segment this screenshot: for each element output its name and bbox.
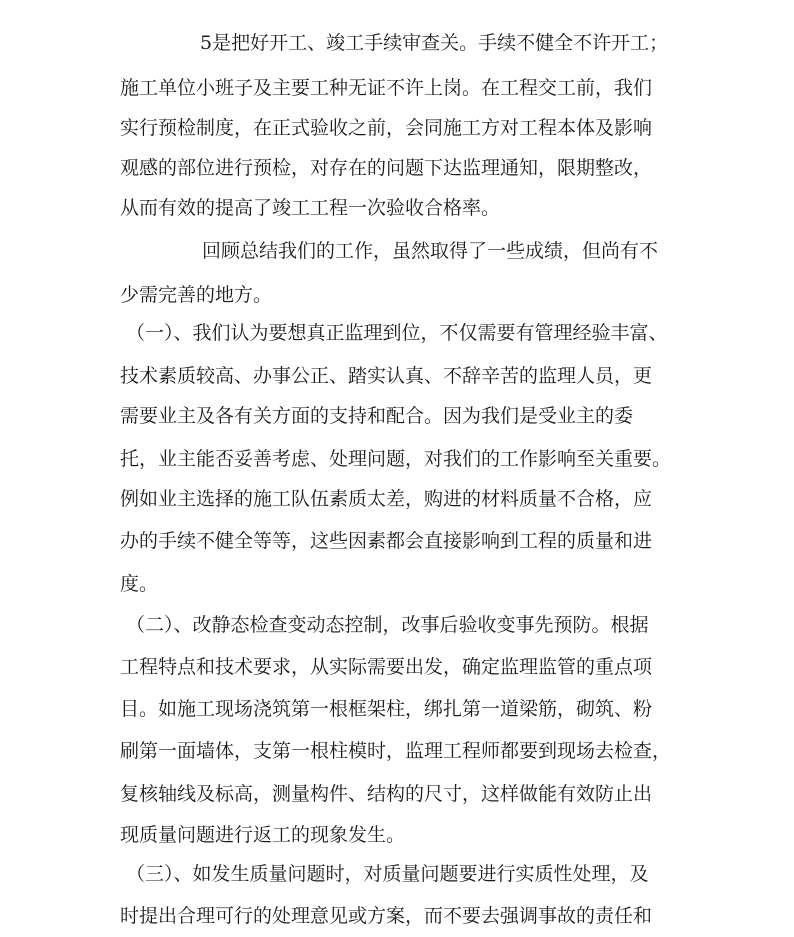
section-heading-line: （二）、改静态检查变动态控制，改事后验收变事先预防。根据 — [126, 614, 649, 636]
paragraph-line: 时提出合理可行的处理意见或方案，而不要去强调事故的责任和 — [120, 905, 653, 927]
paragraph-line: 少需完善的地方。 — [120, 284, 273, 306]
paragraph-line: 例如业主选择的施工队伍素质太差，购进的材料质量不合格，应 — [120, 488, 653, 510]
paragraph-line: 目。如施工现场浇筑第一根框架柱，绑扎第一道梁筋，砌筑、粉 — [120, 698, 653, 720]
paragraph-line: 工程特点和技术要求，从实际需要出发，确定监理监管的重点项 — [120, 656, 653, 678]
paragraph-line: 需要业主及各有关方面的支持和配合。因为我们是受业主的委 — [120, 405, 634, 427]
paragraph-line: 5是把好开工、竣工手续审查关。手续不健全不许开工； — [200, 32, 669, 54]
paragraph-line: 办的手续不健全等等，这些因素都会直接影响到工程的质量和进 — [120, 530, 653, 552]
paragraph-line: 度。 — [120, 573, 159, 595]
section-heading-line: （一）、我们认为要想真正监理到位，不仅需要有管理经验丰富、 — [126, 322, 668, 344]
section-heading-line: （三）、如发生质量问题时，对质量问题要进行实质性处理，及 — [126, 863, 649, 885]
paragraph-line: 复核轴线及标高，测量构件、结构的尺寸，这样做能有效防止出 — [120, 783, 653, 805]
paragraph-line: 实行预检制度，在正式验收之前，会同施工方对工程本体及影响 — [120, 117, 653, 139]
paragraph-line: 回顾总结我们的工作，虽然取得了一些成绩，但尚有不 — [202, 240, 659, 262]
paragraph-line: 观感的部位进行预检，对存在的问题下达监理通知，限期整改， — [120, 157, 653, 179]
paragraph-line: 从而有效的提高了竣工工程一次验收合格率。 — [120, 197, 501, 219]
paragraph-line: 托，业主能否妥善考虑、处理问题，对我们的工作影响至关重要。 — [120, 448, 672, 470]
paragraph-line: 施工单位小班子及主要工种无证不许上岗。在工程交工前，我们 — [120, 77, 653, 99]
paragraph-line: 技术素质较高、办事公正、踏实认真、不辞辛苦的监理人员，更 — [120, 365, 653, 387]
paragraph-line: 刷第一面墙体，支第一根柱模时，监理工程师都要到现场去检查， — [120, 740, 672, 762]
paragraph-line: 现质量问题进行返工的现象发生。 — [120, 824, 406, 846]
